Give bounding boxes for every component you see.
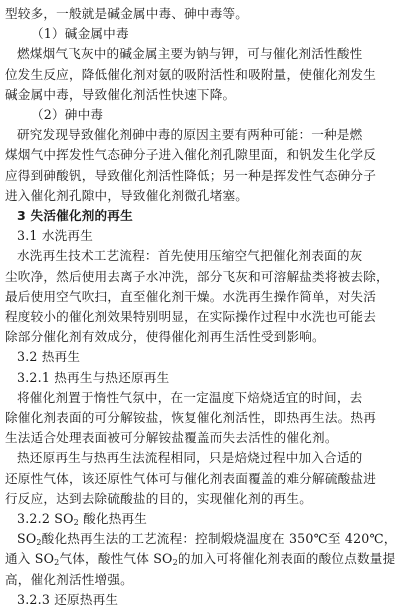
section-heading: 3 失活催化剂的再生: [17, 208, 133, 224]
section-heading-3-2-2: 3.2.2 $SO_2$ 酸化热再生: [17, 511, 148, 528]
paragraph-line: 热还原再生与热再生法流程相同，只是焙烧过程中加入合适的: [17, 450, 363, 466]
paragraph-line: 通入 $SO_2$气体，酸性气体 $SO_2$的加入可将催化剂表面的酸位点数量提: [5, 551, 396, 568]
paragraph-line: 行反应，达到去除硫酸盐的目的，实现催化剂的再生。: [5, 490, 313, 506]
paragraph-line: 碱金属中毒，导致催化剂活性快速下降。: [5, 86, 236, 102]
paragraph-line: 程度较小的催化剂效果特别明显，在实际操作过程中水洗也可能去: [5, 309, 377, 325]
paragraph-line: 水洗再生技术工艺流程：首先使用压缩空气把催化剂表面的灰: [17, 248, 363, 264]
paragraph-line: 3.2.1 热再生与热还原再生: [17, 369, 170, 385]
paragraph-line: 应得到砷酸钒，导致催化剂活性降低；另一种是挥发性气态砷分子: [5, 167, 377, 183]
body-text: [5, 4, 410, 509]
paragraph-line: 除催化剂表面的可分解铵盐，恢复催化剂活性，即热再生法。热再: [5, 410, 377, 426]
paragraph-line: （1）碱金属中毒: [31, 26, 129, 42]
paragraph-line: 3.1 水洗再生: [17, 228, 94, 244]
paragraph-line: 将催化剂置于惰性气氛中，在一定温度下焙烧适宜的时间，去: [17, 389, 363, 405]
paragraph-line: 生法适合处理表面被可分解铵盐覆盖而失去活性的催化剂。: [5, 430, 338, 446]
paragraph-line: 煤烟气中挥发性气态砷分子进入催化剂孔隙里面，和钒发生化学反: [5, 147, 377, 163]
paragraph-line: 研究发现导致催化剂砷中毒的原因主要有两种可能：一种是燃: [17, 127, 363, 143]
paragraph-line: 最后使用空气吹扫，直至催化剂干燥。水洗再生操作简单，对失活: [5, 288, 377, 304]
paragraph-line: 还原性气体，该还原性气体可与催化剂表面覆盖的难分解硫酸盐进: [5, 470, 377, 486]
paragraph-line: 型较多，一般就是碱金属中毒、砷中毒等。: [5, 6, 249, 21]
paragraph-line: 高，催化剂活性增强。: [5, 571, 133, 587]
paragraph-line: （2）砷中毒: [31, 107, 104, 123]
cutoff-line: 3.2.3 还原热再生: [17, 591, 119, 607]
paragraph-line: 尘吹净，然后使用去离子水冲洗，部分飞灰和可溶解盐类将被去除，: [5, 268, 389, 284]
paragraph-line: 燃煤烟气飞灰中的碱金属主要为钠与钾，可与催化剂活性酸性: [17, 46, 363, 62]
paragraph-line: 进入催化剂孔隙中，导致催化剂微孔堵塞。: [5, 187, 249, 203]
paragraph-line: $SO_2$酸化热再生法的工艺流程：控制煅烧温度在 350℃至 420℃，: [17, 531, 397, 548]
paragraph-line: 除部分催化剂有效成分，使得催化剂再生活性受到影响。: [5, 329, 325, 345]
paragraph-line: 位发生反应，降低催化剂对氨的吸附活性和吸附量，使催化剂发生: [5, 66, 377, 82]
paragraph-line: 3.2 热再生: [17, 349, 81, 365]
